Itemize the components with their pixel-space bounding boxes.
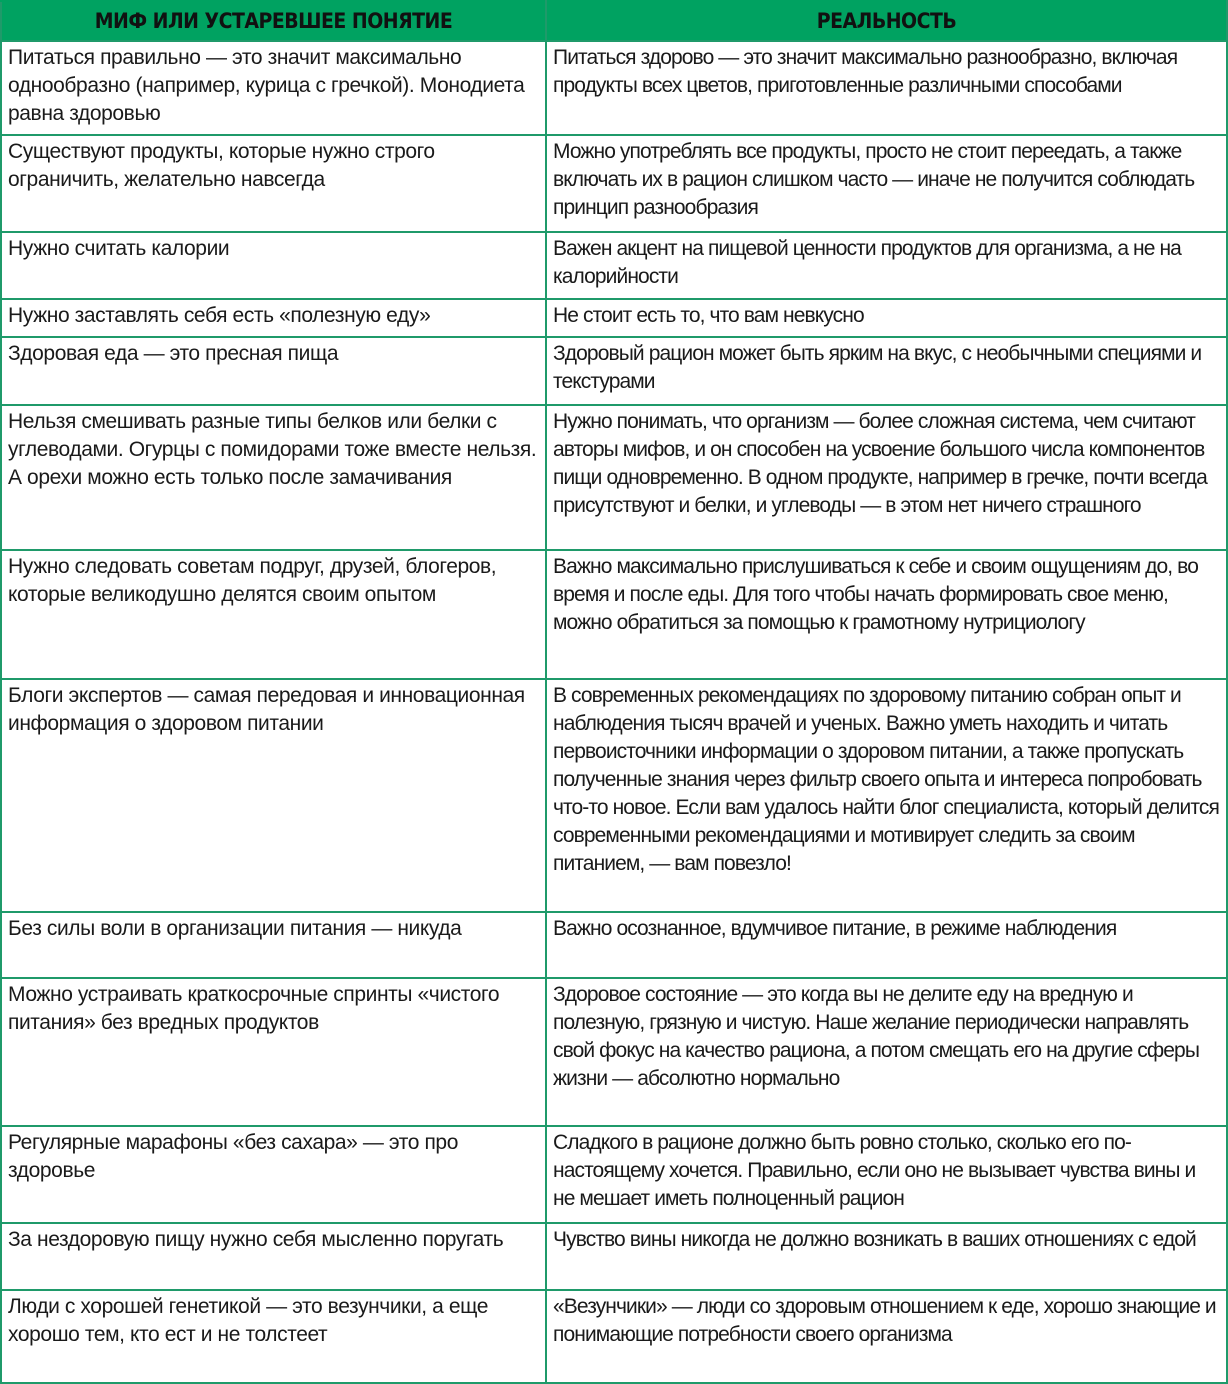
reality-cell: Можно употреблять все продукты, просто не стоит переедать, а также включать их в рацион слишком часто — иначе не получится соблюдать принцип разнообразия <box>546 135 1227 232</box>
table-body <box>1 41 1227 1383</box>
myth-cell: Здоровая еда — это пресная пища <box>1 337 546 405</box>
reality-cell: Здоровое состояние — это когда вы не делите еду на вредную и полезную, грязную и чистую. Наше желание периодически направлять свой фокус на качество рациона, а потом смещать его на другие сферы жизни — абсолютно нормально <box>546 978 1227 1126</box>
reality-cell: Важен акцент на пищевой ценности продуктов для организма, а не на калорийности <box>546 232 1227 299</box>
myth-cell: За нездоровую пищу нужно себя мысленно поругать <box>1 1223 546 1290</box>
table-row <box>1 1126 1227 1223</box>
reality-cell: Не стоит есть то, что вам невкусно <box>546 299 1227 337</box>
myth-cell: Без силы воли в организации питания — никуда <box>1 912 546 978</box>
table-row <box>1 232 1227 299</box>
myth-cell: Нужно заставлять себя есть «полезную еду» <box>1 299 546 337</box>
myth-cell: Нельзя смешивать разные типы белков или белки с углеводами. Огурцы с помидорами тоже вместе нельзя. А орехи можно есть только после замачивания <box>1 405 546 550</box>
reality-cell: Нужно понимать, что организм — более сложная система, чем считают авторы мифов, и он способен на усвоение большого числа компонентов пищи одновременно. В одном продукте, например в гречке, почти всегда присутствуют и белки, и углеводы — в этом нет ничего страшного <box>546 405 1227 550</box>
table-row <box>1 299 1227 337</box>
table-row <box>1 135 1227 232</box>
reality-cell: «Везунчики» — люди со здоровым отношением к еде, хорошо знающие и понимающие потребности своего организма <box>546 1290 1227 1383</box>
myth-cell: Блоги экспертов — самая передовая и инновационная информация о здоровом питании <box>1 679 546 912</box>
table-row <box>1 405 1227 550</box>
table-row <box>1 978 1227 1126</box>
reality-cell: Важно максимально прислушиваться к себе и своим ощущениям до, во время и после еды. Для того чтобы начать формировать свое меню, можно обратиться за помощью к грамотному нутрициологу <box>546 550 1227 679</box>
reality-cell: Сладкого в рационе должно быть ровно столько, сколько его по-настоящему хочется. Правильно, если оно не вызывает чувства вины и не мешает иметь полноценный рацион <box>546 1126 1227 1223</box>
header-myth: МИФ ИЛИ УСТАРЕВШЕЕ ПОНЯТИЕ <box>1 1 546 41</box>
table-row <box>1 41 1227 135</box>
table-row <box>1 1223 1227 1290</box>
table-row <box>1 1290 1227 1383</box>
table-row <box>1 679 1227 912</box>
myth-cell: Питаться правильно — это значит максимально однообразно (например, курица с гречкой). Монодиета равна здоровью <box>1 41 546 135</box>
myth-cell: Нужно считать калории <box>1 232 546 299</box>
myth-cell: Люди с хорошей генетикой — это везунчики, а еще хорошо тем, кто ест и не толстеет <box>1 1290 546 1383</box>
reality-cell: Здоровый рацион может быть ярким на вкус, с необычными специями и текстурами <box>546 337 1227 405</box>
header-reality: РЕАЛЬНОСТЬ <box>546 1 1227 41</box>
reality-cell: Питаться здорово — это значит максимально разнообразно, включая продукты всех цветов, приготовленные различными способами <box>546 41 1227 135</box>
myth-cell: Существуют продукты, которые нужно строго ограничить, желательно навсегда <box>1 135 546 232</box>
table-row <box>1 912 1227 978</box>
myth-cell: Регулярные марафоны «без сахара» — это про здоровье <box>1 1126 546 1223</box>
table-header-row <box>1 1 1227 41</box>
table-row <box>1 337 1227 405</box>
reality-cell: В современных рекомендациях по здоровому питанию собран опыт и наблюдения тысяч врачей и ученых. Важно уметь находить и читать первоисточники информации о здоровом питании, а также пропускать полученные знания через фильтр своего опыта и интереса попробовать что-то новое. Если вам удалось найти блог специалиста, который делится современными рекомендациями и мотивирует следить за своим питанием, — вам повезло! <box>546 679 1227 912</box>
table-row <box>1 550 1227 679</box>
reality-cell: Чувство вины никогда не должно возникать в ваших отношениях с едой <box>546 1223 1227 1290</box>
myth-cell: Можно устраивать краткосрочные спринты «чистого питания» без вредных продуктов <box>1 978 546 1126</box>
reality-cell: Важно осознанное, вдумчивое питание, в режиме наблюдения <box>546 912 1227 978</box>
myth-cell: Нужно следовать советам подруг, друзей, блогеров, которые великодушно делятся своим опытом <box>1 550 546 679</box>
